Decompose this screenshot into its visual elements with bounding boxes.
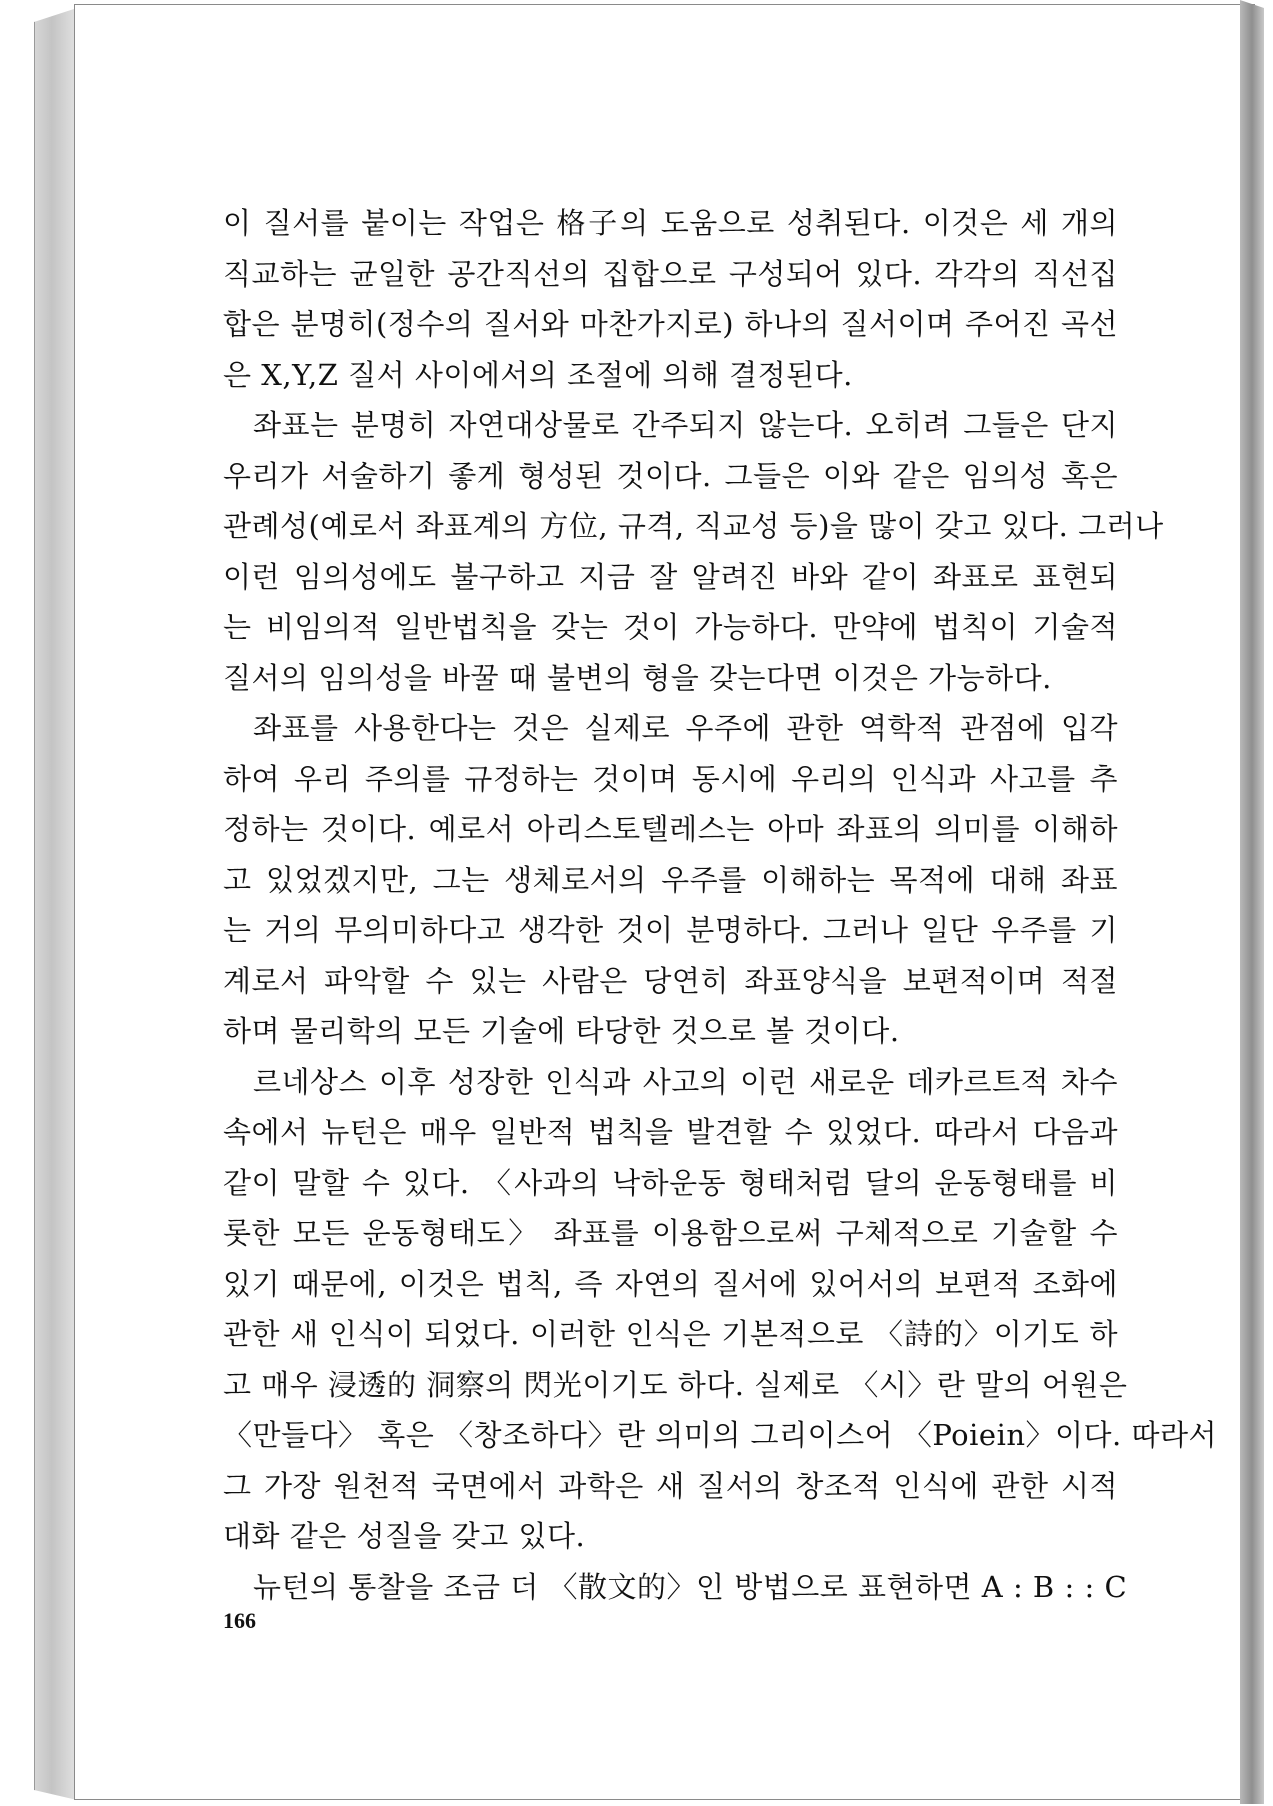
text-line: 같이 말할 수 있다. 〈사과의 낙하운동 형태처럼 달의 운동형태를 비 [223,1165,1118,1200]
book-right-edge [1240,0,1264,1804]
text-line: 이런 임의성에도 불구하고 지금 잘 알려진 바와 같이 좌표로 표현되 [223,559,1118,594]
text-line: 〈만들다〉 혹은 〈창조하다〉란 의미의 그리이스어 〈Poiein〉이다. 따라서 [223,1418,1218,1452]
text-line: 대화 같은 성질을 갖고 있다. [223,1519,586,1553]
text-line: 계로서 파악할 수 있는 사람은 당연히 좌표양식을 보편적이며 적절 [223,963,1118,998]
text-line: 이 질서를 붙이는 작업은 格子의 도움으로 성취된다. 이것은 세 개의 [223,206,1118,240]
text-line: 뉴턴의 통찰을 조금 더 〈散文的〉인 방법으로 표현하면 A : B : : C [253,1569,1128,1604]
text-line: 관한 새 인식이 되었다. 이러한 인식은 기본적으로 〈詩的〉이기도 하 [223,1317,1118,1351]
text-line: 좌표는 분명히 자연대상물로 간주되지 않는다. 오히려 그들은 단지 [253,408,1118,442]
text-line: 있기 때문에, 이것은 법칙, 즉 자연의 질서에 있어서의 보편적 조화에 [223,1266,1118,1301]
text-line: 은 X,Y,Z 질서 사이에서의 조절에 의해 결정된다. [223,357,853,392]
page-number: 166 [223,1608,256,1633]
text-line: 하며 물리학의 모든 기술에 타당한 것으로 볼 것이다. [223,1014,900,1048]
text-line: 속에서 뉴턴은 매우 일반적 법칙을 발견할 수 있었다. 따라서 다음과 [223,1115,1118,1149]
text-line: 고 매우 浸透的 洞察의 閃光이기도 하다. 실제로 〈시〉란 말의 어원은 [223,1367,1128,1402]
text-line: 는 비임의적 일반법칙을 갖는 것이 가능하다. 만약에 법칙이 기술적 [223,610,1118,644]
body-text [223,198,1218,1612]
text-line: 합은 분명히(정수의 질서와 마찬가지로) 하나의 질서이며 주어진 곡선 [223,307,1118,341]
text-line: 관례성(예로서 좌표계의 方位, 규격, 직교성 등)을 많이 갖고 있다. 그러나 [223,509,1164,543]
text-line: 좌표를 사용한다는 것은 실제로 우주에 관한 역학적 관점에 입각 [253,711,1118,745]
text-line: 정하는 것이다. 예로서 아리스토텔레스는 아마 좌표의 의미를 이해하 [223,812,1118,846]
text-line: 그 가장 원천적 국면에서 과학은 새 질서의 창조적 인식에 관한 시적 [223,1468,1118,1503]
text-line: 고 있었겠지만, 그는 생체로서의 우주를 이해하는 목적에 대해 좌표 [223,862,1118,897]
text-line: 는 거의 무의미하다고 생각한 것이 분명하다. 그러나 일단 우주를 기 [223,913,1118,947]
text-line: 롯한 모든 운동형태도〉 좌표를 이용함으로써 구체적으로 기술할 수 [223,1216,1118,1250]
text-line: 르네상스 이후 성장한 인식과 사고의 이런 새로운 데카르트적 차수 [253,1064,1118,1099]
book-left-edge [34,8,77,1800]
text-line: 질서의 임의성을 바꿀 때 불변의 형을 갖는다면 이것은 가능하다. [223,660,1052,695]
text-line: 우리가 서술하기 좋게 형성된 것이다. 그들은 이와 같은 임의성 혹은 [223,458,1118,493]
text-line: 하여 우리 주의를 규정하는 것이며 동시에 우리의 인식과 사고를 추 [223,761,1118,796]
text-line: 직교하는 균일한 공간직선의 집합으로 구성되어 있다. 각각의 직선집 [223,256,1118,291]
